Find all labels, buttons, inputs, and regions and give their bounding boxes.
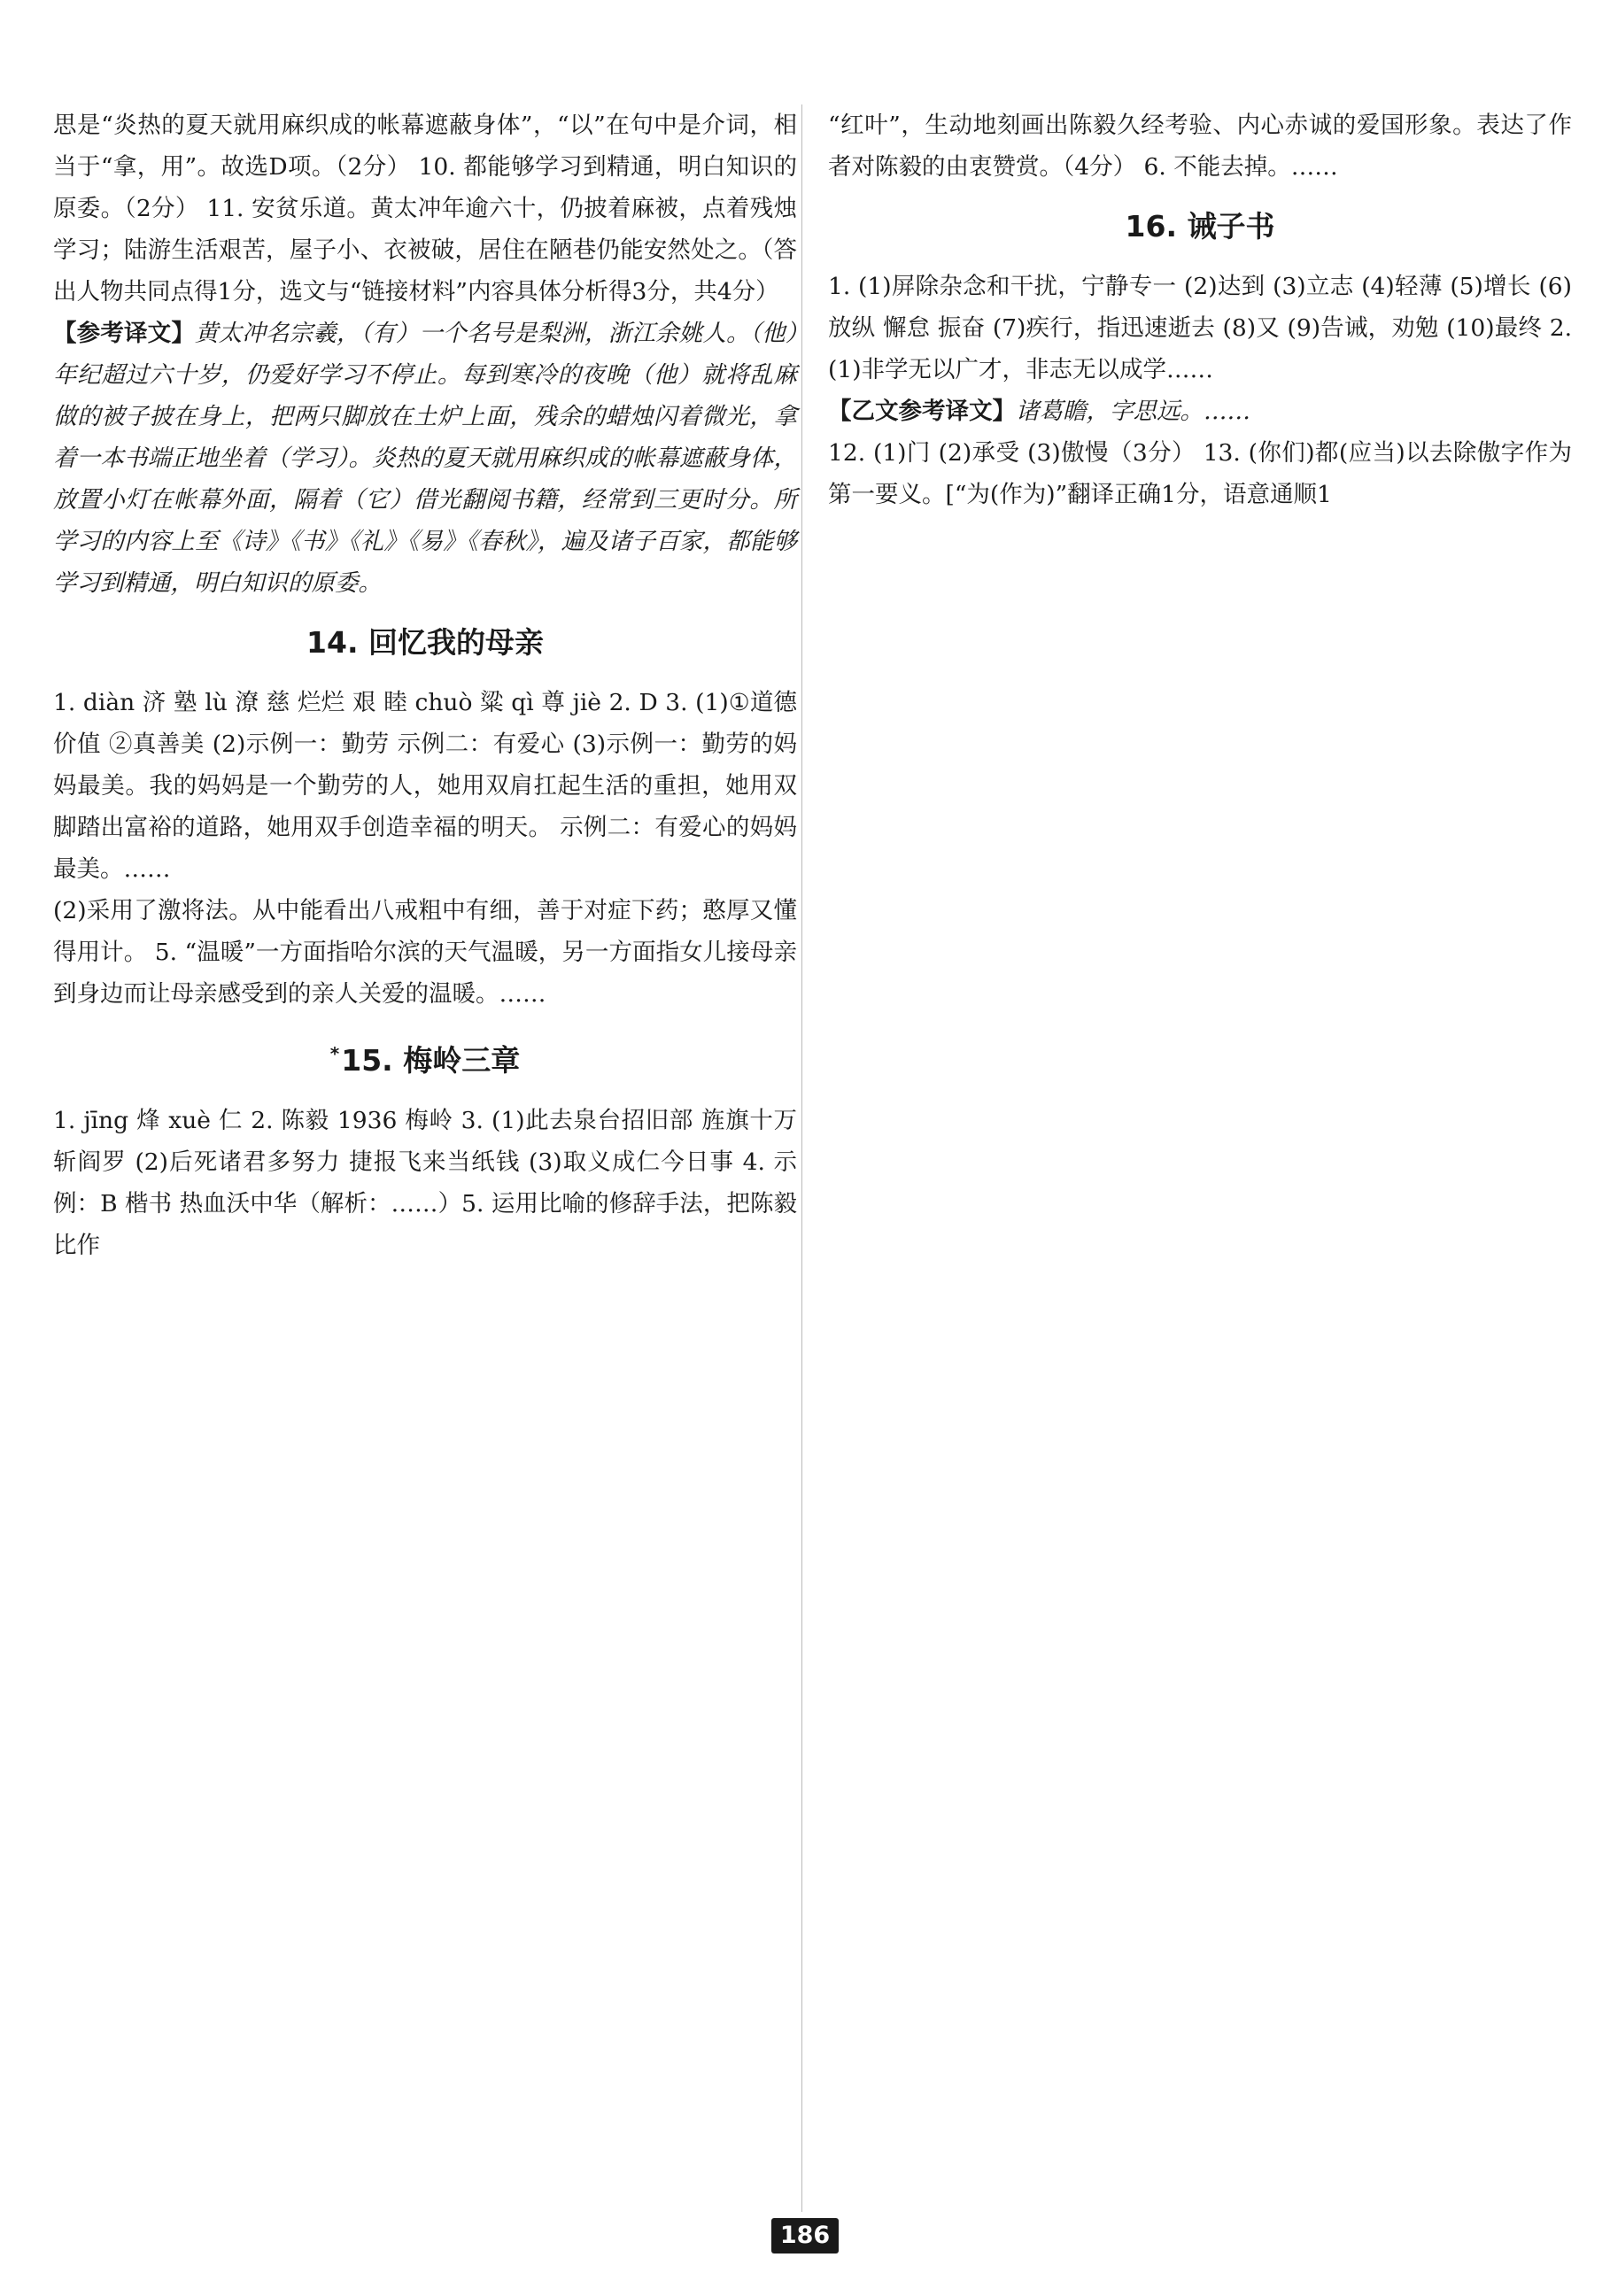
right-column <box>828 104 1572 515</box>
section-16-translation-paragraph <box>828 390 1572 432</box>
section-15-title-text: 15. 梅岭三章 <box>341 1043 521 1078</box>
section-16-translation-text: 诸葛瞻，字思远。…… <box>1016 398 1250 425</box>
column-divider <box>801 104 802 2212</box>
left-translation-paragraph <box>53 313 797 604</box>
left-column <box>53 104 797 1266</box>
section-14-paragraph-2: (2)采用了激将法。从中能看出八戒粗中有细，善于对症下药；憨厚又懂得用计。 5. “温暖”一方面指哈尔滨的天气温暖，另一方面指女儿接母亲到身边而让母亲感受到的亲人关爱的温暖。…… <box>53 897 797 1008</box>
section-16-paragraph-1: 1. (1)屏除杂念和干扰，宁静专一 (2)达到 (3)立志 (4)轻薄 (5)增长 (6)放纵 懈怠 振奋 (7)疾行，指迅速逝去 (8)又 (9)告诫，劝勉 (10)最终 2. (1)非学无以广才，非志无以成学…… <box>828 273 1572 383</box>
translation-text: 黄太冲名宗羲，（有）一个名号是梨洲，浙江余姚人。（他）年纪超过六十岁，仍爱好学习不停止。每到寒冷的夜晚（他）就将乱麻做的被子披在身上，把两只脚放在土炉上面，残余的蜡烛闪着微光，拿着一本书端正地坐着（学习）。炎热的夏天就用麻织成的帐幕遮蔽身体，放置小灯在帐幕外面，隔着（它）借光翻阅书籍，经常到三更时分。所学习的内容上至《诗》《书》《礼》《易》《春秋》，遍及诸子百家，都能够学习到精通，明白知识的原委。 <box>53 320 797 597</box>
translation-tag: 【参考译文】 <box>53 320 195 347</box>
section-16-title: 16. 诫子书 <box>1125 209 1275 244</box>
section-16-paragraph-3: 12. (1)门 (2)承受 (3)傲慢（3分） 13. (你们)都(应当)以去除傲字作为第一要义。[“为(作为)”翻译正确1分，语意通顺1 <box>828 439 1572 508</box>
section-15-paragraph-1: 1. jīng 烽 xuè 仁 2. 陈毅 1936 梅岭 3. (1)此去泉台招旧部 旌旗十万斩阎罗 (2)后死诸君多努力 捷报飞来当纸钱 (3)取义成仁今日事 4. 示例：B 楷书 热血沃中华（解析：……）5. 运用比喻的修辞手法，把陈毅比作 <box>53 1107 797 1259</box>
section-15-title <box>53 1020 797 1094</box>
page-number: 186 <box>771 2218 839 2253</box>
section-14-paragraph-1: 1. diàn 济 塾 lù 潦 慈 烂烂 艰 睦 chuò 粱 qì 尊 jiè 2. D 3. (1)①道德价值 ②真善美 (2)示例一：勤劳 示例二：有爱心 (3)示例一：勤劳的妈妈最美。我的妈妈是一个勤劳的人，她用双肩扛起生活的重担，她用双脚踏出富裕的道路，她用双手创造幸福的明天。 示例二：有爱心的妈妈最美。…… <box>53 689 797 883</box>
right-paragraph-1: “红叶”，生动地刻画出陈毅久经考验、内心赤诚的爱国形象。表达了作者对陈毅的由衷赞赏。（4分） 6. 不能去掉。…… <box>828 112 1572 181</box>
left-paragraph-1: 思是“炎热的夏天就用麻织成的帐幕遮蔽身体”，“以”在句中是介词，相当于“拿，用”。故选D项。（2分） 10. 都能够学习到精通，明白知识的原委。（2分） 11. 安贫乐道。黄太冲年逾六十，仍披着麻被，点着残烛学习；陆游生活艰苦，屋子小、衣被破，居住在陋巷仍能安然处之。（答出人物共同点得1分，选文与“链接材料”内容具体分析得3分，共4分） <box>53 112 797 305</box>
section-14-title: 14. 回忆我的母亲 <box>306 625 544 660</box>
section-16-translation-tag: 【乙文参考译文】 <box>828 398 1016 425</box>
section-15-title-marker: * <box>329 1043 340 1064</box>
